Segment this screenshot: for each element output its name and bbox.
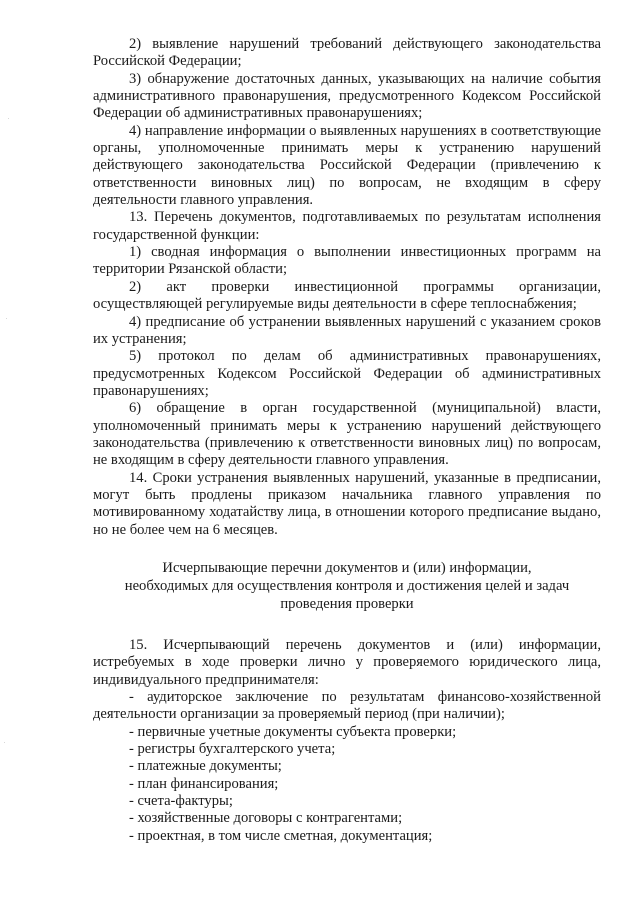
list-item: - первичные учетные документы субъекта проверки; (129, 723, 457, 740)
list-item: - платежные документы; (129, 758, 282, 775)
list-item: - план финансирования; (129, 775, 279, 792)
paragraph-doc-2: 2) акт проверки инвестиционной программы организации, осуществляющей регулируемые виды деятельности в сфере теплоснабжения; (93, 278, 601, 313)
document-page (93, 36, 601, 845)
list-item: - аудиторское заключение по результатам финансово-хозяйственной деятельности организации за проверяемый период (при наличии); (93, 689, 601, 723)
paragraph-item-2: 2) выявление нарушений требований действующего законодательства Российской Федерации; (93, 36, 601, 70)
paragraph-15: 15. Исчерпывающий перечень документов и (или) информации, истребуемых в ходе проверки лично у проверяемого юридического лица, индивидуального предпринимателя: (93, 636, 601, 688)
heading-line-3: проведения проверки (280, 595, 414, 612)
paragraph-item-3: 3) обнаружение достаточных данных, указывающих на наличие события административного правонарушения, предусмотренного Кодексом Российской Федерации об административных правонарушениях; (93, 70, 601, 122)
paragraph-14: 14. Сроки устранения выявленных нарушений, указанные в предписании, могут быть продлены приказом начальника главного управления по мотивированному ходатайству лица, в отношении которого предписание выдано, но не более чем на 6 месяцев. (93, 469, 601, 538)
heading-line-2: необходимых для осуществления контроля и достижения целей и задач (124, 577, 570, 594)
paragraph-doc-6: 6) обращение в орган государственной (муниципальной) власти, уполномоченный принимать меры к устранению нарушений действующего законодательства (привлечению к ответственности виновных лиц) по вопросам, не входящим в сферу деятельности главного управления. (93, 400, 601, 469)
heading-line-1: Исчерпывающие перечни документов и (или) информации, (162, 559, 532, 576)
scan-speck (8, 118, 9, 119)
spacer (93, 539, 601, 559)
list-item: - проектная, в том числе сметная, документация; (129, 827, 433, 844)
document-list (93, 689, 601, 845)
paragraph-doc-5: 5) протокол по делам об административных правонарушениях, предусмотренных Кодексом Российской Федерации об административных правонарушениях; (93, 348, 601, 399)
spacer (93, 613, 601, 637)
list-item: - регистры бухгалтерского учета; (129, 741, 336, 758)
list-item: - счета-фактуры; (129, 793, 233, 810)
paragraph-13: 13. Перечень документов, подготавливаемых по результатам исполнения государственной функции: (93, 209, 601, 243)
paragraph-item-4: 4) направление информации о выявленных нарушениях в соответствующие органы, уполномоченные принимать меры к устранению нарушений действующего законодательства Российской Федерации (привлечению к ответственности виновных лиц) по вопросам, не входящим в сферу деятельности главного управления. (93, 122, 601, 209)
paragraph-doc-1: 1) сводная информация о выполнении инвестиционных программ на территории Рязанской области; (93, 244, 601, 278)
scan-speck (6, 318, 7, 319)
section-heading (93, 559, 601, 613)
scan-speck (4, 742, 5, 743)
list-item: - хозяйственные договоры с контрагентами; (129, 810, 403, 827)
paragraph-doc-4: 4) предписание об устранении выявленных нарушений с указанием сроков их устранения; (93, 313, 601, 347)
